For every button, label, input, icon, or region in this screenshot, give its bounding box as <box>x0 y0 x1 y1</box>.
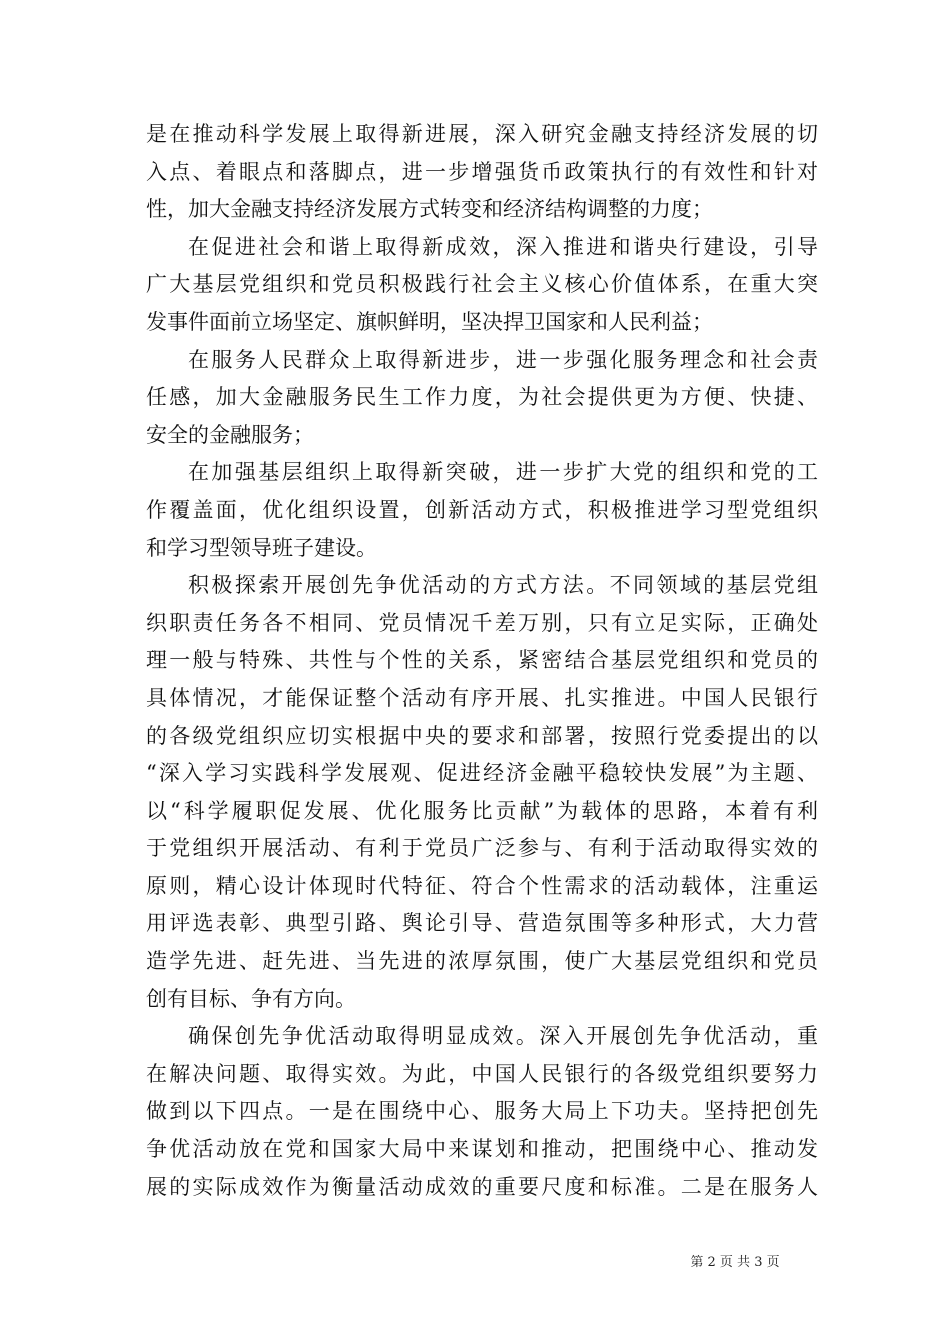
text-line: 原则，精心设计体现时代特征、符合个性需求的活动载体，注重运 <box>146 873 818 898</box>
text-line: 具体情况，才能保证整个活动有序开展、扎实推进。中国人民银行 <box>146 685 818 710</box>
text-line: 争优活动放在党和国家大局中来谋划和推动，把围绕中心、推动发 <box>146 1137 818 1162</box>
text-line: 织职责任务各不相同、党员情况千差万别，只有立足实际，正确处 <box>146 610 818 635</box>
text-line: 和学习型领导班子建设。 <box>146 535 377 560</box>
text-line: 在加强基层组织上取得新突破，进一步扩大党的组织和党的工 <box>188 460 818 485</box>
text-line: 发事件面前立场坚定、旗帜鲜明，坚决捍卫国家和人民利益； <box>146 309 713 334</box>
paragraph <box>146 342 818 455</box>
text-line: 造学先进、赶先进、当先进的浓厚氛围，使广大基层党组织和党员 <box>146 949 818 974</box>
text-line: 理一般与特殊、共性与个性的关系，紧密结合基层党组织和党员的 <box>146 648 818 673</box>
paragraph <box>146 1018 818 1206</box>
text-line: 作覆盖面，优化组织设置，创新活动方式，积极推进学习型党组织 <box>146 497 818 522</box>
text-line: “深入学习实践科学发展观、促进经济金融平稳较快发展”为主题、 <box>146 761 818 786</box>
text-line: 任感，加大金融服务民生工作力度，为社会提供更为方便、快捷、 <box>146 385 818 410</box>
text-line: 展的实际成效作为衡量活动成效的重要尺度和标准。二是在服务人 <box>146 1174 818 1199</box>
text-line: 用评选表彰、典型引路、舆论引导、营造氛围等多种形式，大力营 <box>146 911 818 936</box>
paragraph <box>146 454 818 567</box>
text-line: 的各级党组织应切实根据中央的要求和部署，按照行党委提出的以 <box>146 723 818 748</box>
text-line: 以“科学履职促发展、优化服务比贡献”为载体的思路，本着有利 <box>146 798 818 823</box>
page-number: 第 2 页 共 3 页 <box>690 1255 780 1270</box>
text-line: 安全的金融服务； <box>146 422 314 447</box>
paragraph <box>146 116 818 229</box>
text-line: 入点、着眼点和落脚点，进一步增强货币政策执行的有效性和针对 <box>146 159 818 184</box>
text-line: 做到以下四点。一是在围绕中心、服务大局上下功夫。坚持把创先 <box>146 1099 818 1124</box>
text-line: 在服务人民群众上取得新进步，进一步强化服务理念和社会责 <box>188 347 818 372</box>
document-body <box>146 116 818 1206</box>
text-line: 确保创先争优活动取得明显成效。深入开展创先争优活动，重 <box>188 1024 818 1049</box>
page-footer <box>0 1251 950 1270</box>
text-line: 于党组织开展活动、有利于党员广泛参与、有利于活动取得实效的 <box>146 836 818 861</box>
paragraph <box>146 567 818 1018</box>
text-line: 积极探索开展创先争优活动的方式方法。不同领域的基层党组 <box>188 573 818 598</box>
text-line: 在促进社会和谐上取得新成效，深入推进和谐央行建设，引导 <box>188 234 818 259</box>
text-line: 是在推动科学发展上取得新进展，深入研究金融支持经济发展的切 <box>146 122 818 146</box>
text-line: 性，加大金融支持经济发展方式转变和经济结构调整的力度； <box>146 197 713 222</box>
text-line: 广大基层党组织和党员积极践行社会主义核心价值体系，在重大突 <box>146 272 818 297</box>
text-line: 创有目标、争有方向。 <box>146 986 356 1011</box>
text-line: 在解决问题、取得实效。为此，中国人民银行的各级党组织要努力 <box>146 1061 818 1086</box>
paragraph <box>146 229 818 342</box>
